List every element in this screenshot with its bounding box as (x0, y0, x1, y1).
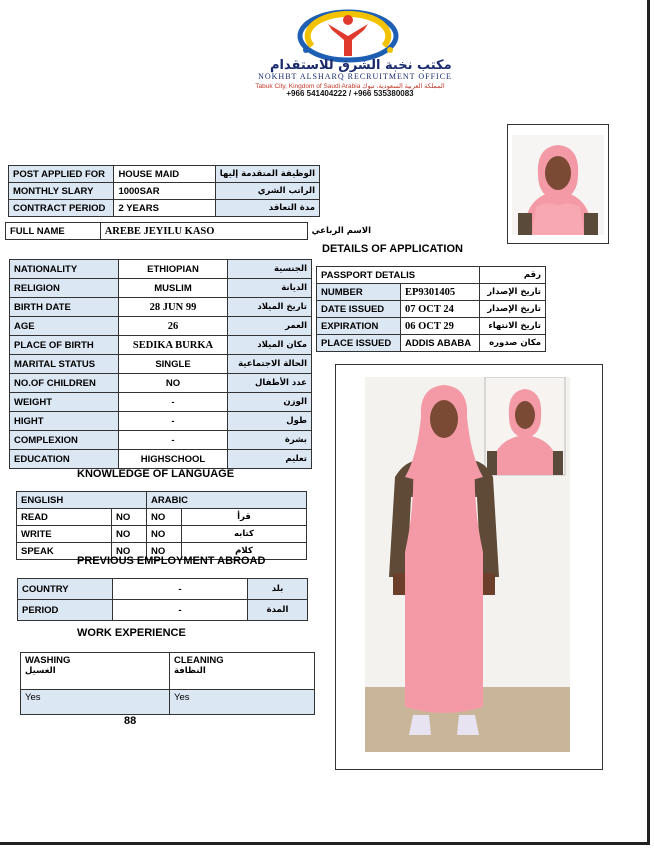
language-label: READ (17, 509, 112, 526)
language-english-value: NO (112, 526, 147, 543)
work-col-cleaning (170, 653, 315, 690)
personal-label-ar: عدد الأطفال (228, 374, 312, 393)
personal-table (9, 259, 312, 469)
previous-employment-title: PREVIOUS EMPLOYMENT ABROAD (77, 555, 266, 567)
post-label: MONTHLY SLARY (9, 183, 114, 200)
personal-value: ETHIOPIAN (119, 260, 228, 279)
work-experience-title: WORK EXPERIENCE (77, 627, 186, 639)
work-header-row (21, 653, 315, 690)
full-body-photo-frame (335, 364, 603, 770)
personal-value: - (119, 412, 228, 431)
full-name-value: AREBE JEYILU KASO (100, 223, 307, 240)
passport-label-ar: تاريخ الانتهاء (480, 318, 546, 335)
personal-label: PLACE OF BIRTH (10, 336, 119, 355)
previous-label: PERIOD (18, 600, 113, 621)
personal-row (10, 374, 312, 393)
passport-table (316, 266, 546, 352)
personal-label: COMPLEXION (10, 431, 119, 450)
personal-label: WEIGHT (10, 393, 119, 412)
passport-value: 07 OCT 24 (401, 301, 480, 318)
agency-arabic-name: مكتب نخبة الشرق للاستقدام (270, 58, 452, 73)
personal-label: NATIONALITY (10, 260, 119, 279)
language-header-row (17, 492, 307, 509)
passport-label-ar: تاريخ الإصدار (480, 301, 546, 318)
full-name-label-ar: الاسم الرباعي (307, 223, 375, 240)
personal-row (10, 317, 312, 336)
full-body-photo (365, 377, 570, 752)
language-arabic-value: NO (147, 543, 182, 560)
passport-title-ar: رقم (480, 267, 546, 284)
post-value: 1000SAR (114, 183, 215, 200)
personal-label: AGE (10, 317, 119, 336)
post-row (9, 166, 320, 183)
agency-phones: +966 541404222 / +966 535380083 (286, 89, 414, 98)
language-col-arabic: ARABIC (147, 492, 307, 509)
post-label: POST APPLIED FOR (9, 166, 114, 183)
personal-label: MARITAL STATUS (10, 355, 119, 374)
post-value: HOUSE MAID (114, 166, 215, 183)
personal-label-ar: الديانة (228, 279, 312, 298)
work-value: Yes (21, 690, 170, 715)
passport-label-ar: تاريخ الإصدار (480, 284, 546, 301)
personal-row (10, 336, 312, 355)
language-label-ar: كلام (182, 543, 307, 560)
personal-label: HIGHT (10, 412, 119, 431)
personal-value: MUSLIM (119, 279, 228, 298)
passport-row (317, 301, 546, 318)
language-title: KNOWLEDGE OF LANGUAGE (77, 468, 235, 480)
passport-title: PASSPORT DETALIS (317, 267, 480, 284)
language-label: WRITE (17, 526, 112, 543)
previous-value: - (113, 579, 248, 600)
language-label: SPEAK (17, 543, 112, 560)
previous-employment-table (17, 578, 308, 621)
work-experience-table (20, 652, 315, 715)
previous-row (18, 579, 308, 600)
personal-row (10, 279, 312, 298)
personal-value: 26 (119, 317, 228, 336)
passport-row (317, 284, 546, 301)
personal-label-ar: بشرة (228, 431, 312, 450)
page-number: 88 (124, 715, 137, 727)
language-label-ar: قرأ (182, 509, 307, 526)
personal-value: 28 JUN 99 (119, 298, 228, 317)
personal-row (10, 431, 312, 450)
post-table (8, 165, 320, 217)
personal-row (10, 260, 312, 279)
personal-value: SEDIKA BURKA (119, 336, 228, 355)
personal-label-ar: الحالة الاجتماعية (228, 355, 312, 374)
full-name-label: FULL NAME (6, 223, 101, 240)
post-value: 2 YEARS (114, 200, 215, 217)
language-arabic-value: NO (147, 509, 182, 526)
post-label-ar: الوظيفة المتقدمة إليها (215, 166, 319, 183)
previous-label-ar: المدة (248, 600, 308, 621)
full-name-table (5, 222, 375, 240)
personal-row (10, 450, 312, 469)
passport-value: EP9301405 (401, 284, 480, 301)
language-row (17, 526, 307, 543)
language-label-ar: كتابه (182, 526, 307, 543)
work-value-row (21, 690, 315, 715)
work-col-washing (21, 653, 170, 690)
work-col-label-ar: النظافة (174, 666, 206, 676)
passport-label: PLACE ISSUED (317, 335, 401, 352)
personal-value: HIGHSCHOOL (119, 450, 228, 469)
post-label-ar: مدة التعاقد (215, 200, 319, 217)
post-label: CONTRACT PERIOD (9, 200, 114, 217)
work-col-label: WASHING (25, 655, 71, 666)
personal-value: - (119, 393, 228, 412)
personal-label-ar: العمر (228, 317, 312, 336)
personal-label: EDUCATION (10, 450, 119, 469)
personal-label-ar: الجنسية (228, 260, 312, 279)
post-row (9, 183, 320, 200)
personal-label-ar: مكان الميلاد (228, 336, 312, 355)
language-row (17, 509, 307, 526)
agency-city: Tabuk City, Kingdom of Saudi Arabia المملكة العربية السعودية، تبوك (255, 83, 445, 90)
personal-row (10, 412, 312, 431)
personal-label-ar: طول (228, 412, 312, 431)
details-title: DETAILS OF APPLICATION (322, 243, 463, 255)
language-english-value: NO (112, 509, 147, 526)
passport-photo (512, 135, 604, 235)
language-col-english: ENGLISH (17, 492, 147, 509)
personal-label-ar: تاريخ الميلاد (228, 298, 312, 317)
passport-value: ADDIS ABABA (401, 335, 480, 352)
personal-row (10, 298, 312, 317)
work-col-label-ar: الغسيل (25, 666, 56, 676)
passport-value: 06 OCT 29 (401, 318, 480, 335)
language-table (16, 491, 307, 560)
passport-label-ar: مكان صدوره (480, 335, 546, 352)
language-arabic-value: NO (147, 526, 182, 543)
post-label-ar: الراتب الشري (215, 183, 319, 200)
passport-row (317, 335, 546, 352)
passport-label: NUMBER (317, 284, 401, 301)
personal-label: BIRTH DATE (10, 298, 119, 317)
work-value: Yes (170, 690, 315, 715)
personal-label: RELIGION (10, 279, 119, 298)
post-row (9, 200, 320, 217)
personal-value: - (119, 431, 228, 450)
previous-label: COUNTRY (18, 579, 113, 600)
agency-english-name: NOKHBT ALSHARQ RECRUITMENT OFFICE (258, 72, 452, 81)
previous-value: - (113, 600, 248, 621)
personal-row (10, 355, 312, 374)
personal-row (10, 393, 312, 412)
personal-label: NO.OF CHILDREN (10, 374, 119, 393)
previous-row (18, 600, 308, 621)
passport-label: EXPIRATION (317, 318, 401, 335)
passport-label: DATE ISSUED (317, 301, 401, 318)
work-col-label: CLEANING (174, 655, 224, 666)
personal-label-ar: الوزن (228, 393, 312, 412)
previous-label-ar: بلد (248, 579, 308, 600)
agency-logo (272, 6, 424, 64)
passport-title-row (317, 267, 546, 284)
personal-value: SINGLE (119, 355, 228, 374)
personal-value: NO (119, 374, 228, 393)
passport-row (317, 318, 546, 335)
language-english-value: NO (112, 543, 147, 560)
passport-photo-frame (507, 124, 609, 244)
personal-label-ar: تعليم (228, 450, 312, 469)
